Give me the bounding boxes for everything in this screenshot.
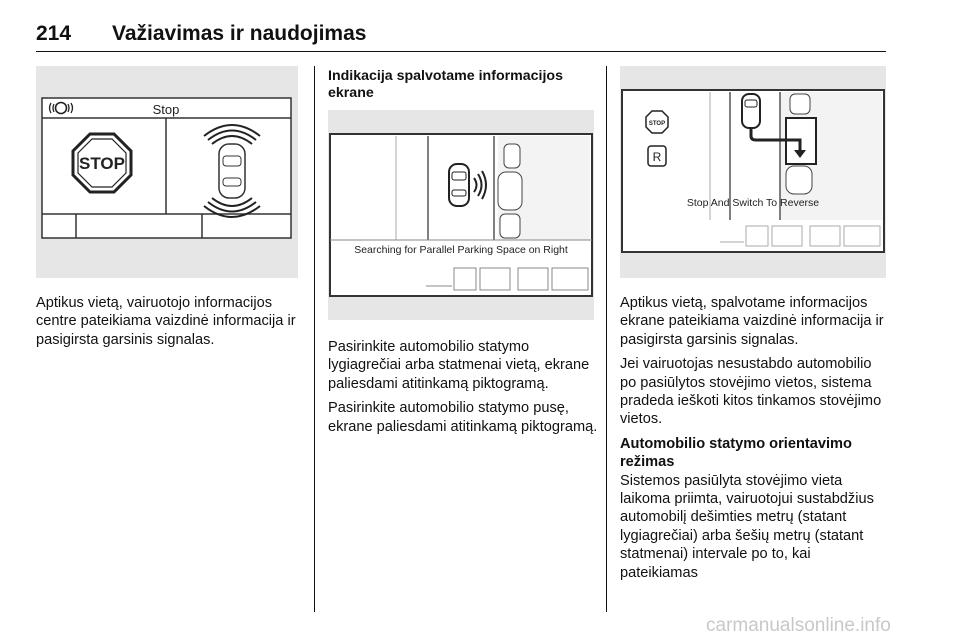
subheading: Automobilio statymo orientavimo režimas	[620, 435, 852, 471]
column-3-text	[620, 294, 886, 588]
column-divider-2	[606, 66, 607, 612]
vehicle-icon	[742, 94, 760, 128]
column-divider-1	[314, 66, 315, 612]
page-header-title: Važiavimas ir naudojimas	[112, 22, 367, 45]
column-2-text	[328, 338, 598, 442]
header-rule	[36, 51, 886, 52]
display-title: Stop	[152, 102, 180, 117]
stop-sign-icon	[73, 134, 131, 192]
figure-caption: Searching for Parallel Parking Space on Right	[354, 244, 568, 256]
page-number: 214	[36, 22, 72, 45]
reverse-gear-icon	[648, 146, 666, 166]
column-1-text	[36, 294, 304, 355]
paragraph: Pasirinkite automobilio statymo pusę, ekrane paliesdami atitinkamą piktogramą.	[328, 400, 598, 435]
figure-caption: Stop And Switch To Reverse	[686, 197, 820, 209]
paragraph: Sistemos pasiūlyta stovėjimo vieta laikoma priimta, vairuotojui sustabdžius automobilį dešimties metrų (statant lygiagrečiai) arba šešių metrų (statant statmenai) intervale po to, kai pateikiamas	[620, 472, 874, 581]
stop-sign-text: STOP	[79, 154, 125, 173]
figure-colour-display-stop-reverse	[620, 66, 886, 278]
paragraph: Pasirinkite automobilio statymo lygiagrečiai arba statmenai vietą, ekrane paliesdami atitinkamą piktogramą.	[328, 339, 590, 392]
figure-stop-text: STOP	[648, 121, 666, 127]
section-heading: Indikacija spalvotame informacijos ekrane	[328, 68, 563, 101]
paragraph: Jei vairuotojas nesustabdo automobilio po pasiūlytos stovėjimo vietos, sistema pradeda ieškoti kitos tinkamos stovėjimo vietos.	[620, 356, 882, 428]
watermark: carmanualsonline.info	[706, 615, 891, 636]
paragraph: Aptikus vietą, spalvotame informacijos ekrane pateikiama vaizdinė informacija ir pasigirsta garsinis signalas.	[620, 295, 884, 348]
paragraph: Aptikus vietą, vairuotojo informacijos centre pateikiama vaizdinė informacija ir pasigirsta garsinis signalas.	[36, 295, 296, 348]
figure-driver-info-display	[36, 66, 298, 278]
figure-r-text: R	[652, 150, 662, 164]
vehicle-icon	[449, 164, 469, 206]
stop-sign-icon	[646, 111, 668, 133]
figure-colour-display-searching	[328, 110, 594, 320]
